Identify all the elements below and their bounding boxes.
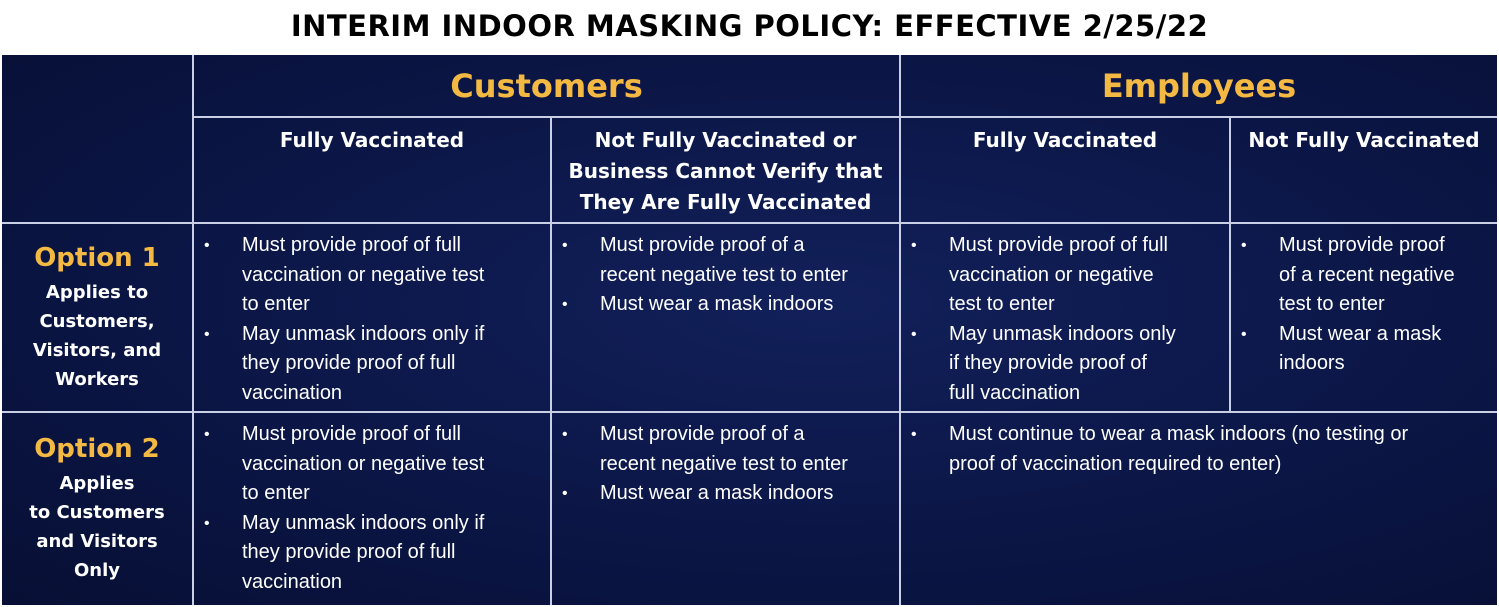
customers-header: Customers	[450, 66, 643, 105]
policy-table	[2, 55, 1497, 605]
option-1-label: Option 1	[34, 242, 160, 273]
list-item: • May unmask indoors only if they provide proof of full vaccination	[909, 320, 1229, 409]
grid-line-h2	[2, 222, 1497, 224]
cell-opt1-employees-vaccinated	[909, 231, 1229, 408]
list-item: • Must continue to wear a mask indoors (no testing or proof of vaccination required to enter)	[909, 420, 1497, 479]
cell-opt1-customers-not-vaccinated	[560, 231, 898, 320]
option-2-applies: Applies to Customers and Visitors Only	[29, 473, 165, 581]
list-item: • Must provide proof of a recent negative test to enter	[560, 231, 898, 290]
cell-opt1-customers-vaccinated	[202, 231, 548, 408]
col-header-employees-fully-vaccinated: Fully Vaccinated	[972, 128, 1158, 152]
list-item: • May unmask indoors only if they provide proof of full vaccination	[202, 509, 548, 598]
row-header-option-1	[2, 224, 192, 411]
col-header-employees-not-fully-vaccinated: Not Fully Vaccinated	[1248, 128, 1480, 152]
list-item: • Must provide proof of a recent negative test to enter	[1239, 231, 1497, 320]
list-item: • Must provide proof of full vaccination or negative test to enter	[909, 231, 1229, 320]
list-item: • Must wear a mask indoors	[1239, 320, 1497, 379]
list-item: • May unmask indoors only if they provide proof of full vaccination	[202, 320, 548, 409]
list-item: • Must wear a mask indoors	[560, 290, 898, 320]
option-2-label: Option 2	[34, 434, 160, 464]
list-item: • Must wear a mask indoors	[560, 479, 898, 509]
list-item: • Must provide proof of full vaccination or negative test to enter	[202, 231, 548, 320]
row-header-option-2	[2, 413, 192, 605]
grid-line-h3	[2, 411, 1497, 413]
col-header-customers-not-fully-vaccinated: Not Fully Vaccinated or Business Cannot Verify that They Are Fully Vaccinated	[568, 128, 883, 214]
cell-opt2-customers-vaccinated	[202, 420, 548, 597]
cell-opt1-employees-not-vaccinated	[1239, 231, 1497, 379]
option-1-applies: Applies to Customers, Visitors, and Workers	[32, 281, 162, 390]
cell-opt2-employees	[909, 420, 1497, 479]
cell-opt2-customers-not-vaccinated	[560, 420, 898, 509]
title-bar	[0, 0, 1499, 55]
page-title: INTERIM INDOOR MASKING POLICY: EFFECTIVE 2/25/22	[290, 8, 1209, 43]
employees-header: Employees	[1101, 66, 1297, 105]
col-header-customers-fully-vaccinated: Fully Vaccinated	[279, 128, 465, 152]
list-item: • Must provide proof of full vaccination or negative test to enter	[202, 420, 548, 509]
list-item: • Must provide proof of a recent negative test to enter	[560, 420, 898, 479]
